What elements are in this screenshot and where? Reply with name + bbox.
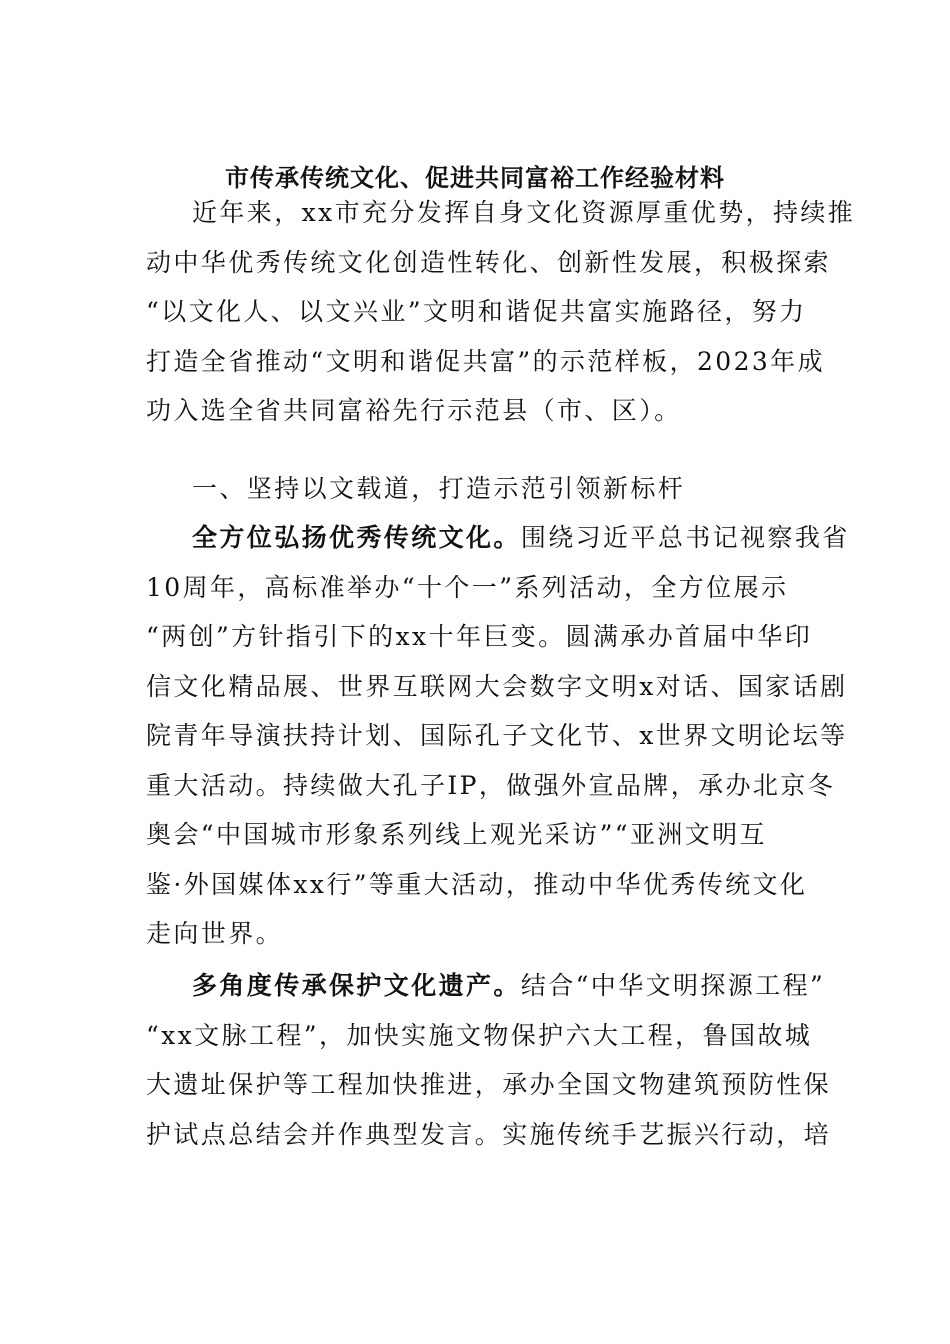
paragraph-line: 走向世界。 — [146, 919, 284, 948]
paragraph-lead: 全方位弘扬优秀传统文化。 — [192, 523, 521, 552]
paragraph-line: 鉴·外国媒体xx行”等重大活动，推动中华优秀传统文化 — [146, 869, 808, 899]
paragraph-line: 动中华优秀传统文化创造性转化、创新性发展，积极探索 — [146, 247, 832, 277]
intro-paragraph — [146, 188, 856, 436]
paragraph-first-line — [146, 513, 850, 563]
paragraph-line: 近年来，xx市充分发挥自身文化资源厚重优势，持续推 — [192, 198, 856, 227]
paragraph-line: 奥会“中国城市形象系列线上观光采访”“亚洲文明互 — [146, 820, 767, 849]
paragraph-line: 重大活动。持续做大孔子IP，做强外宣品牌，承办北京冬 — [146, 770, 836, 800]
paragraph-line: 信文化精品展、世界互联网大会数字文明x对话、国家话剧 — [146, 671, 848, 701]
paragraph-line: “两创”方针指引下的xx十年巨变。圆满承办首届中华印 — [146, 622, 813, 651]
document-title: 市传承传统文化、促进共同富裕工作经验材料 — [225, 163, 725, 192]
paragraph-line: “以文化人、以文兴业”文明和谐促共富实施路径，努力 — [146, 297, 807, 326]
section-heading-container — [146, 464, 826, 514]
paragraph-lead: 多角度传承保护文化遗产。 — [192, 971, 521, 1000]
paragraph-first-line-text: 结合“中华文明探源工程” — [520, 971, 826, 1000]
paragraph-first-line-text: 围绕习近平总书记视察我省 — [520, 523, 850, 552]
paragraph-line: 10周年，高标准举办“十个一”系列活动，全方位展示 — [146, 572, 789, 602]
paragraph-line: “xx文脉工程”，加快实施文物保护六大工程，鲁国故城 — [146, 1020, 813, 1050]
paragraph-1 — [146, 513, 850, 959]
paragraph-line: 大遗址保护等工程加快推进，承办全国文物建筑预防性保 — [146, 1070, 832, 1099]
paragraph-line: 护试点总结会并作典型发言。实施传统手艺振兴行动，培 — [146, 1119, 832, 1149]
paragraph-line: 打造全省推动“文明和谐促共富”的示范样板，2023年成 — [146, 346, 825, 376]
section-1-heading: 一、坚持以文载道，打造示范引领新标杆 — [192, 474, 686, 503]
paragraph-first-line — [146, 961, 826, 1011]
paragraph-2 — [146, 961, 832, 1159]
paragraph-line: 功入选全省共同富裕先行示范县（市、区）。 — [146, 396, 682, 425]
paragraph-line: 院青年导演扶持计划、国际孔子文化节、x世界文明论坛等 — [146, 721, 848, 750]
